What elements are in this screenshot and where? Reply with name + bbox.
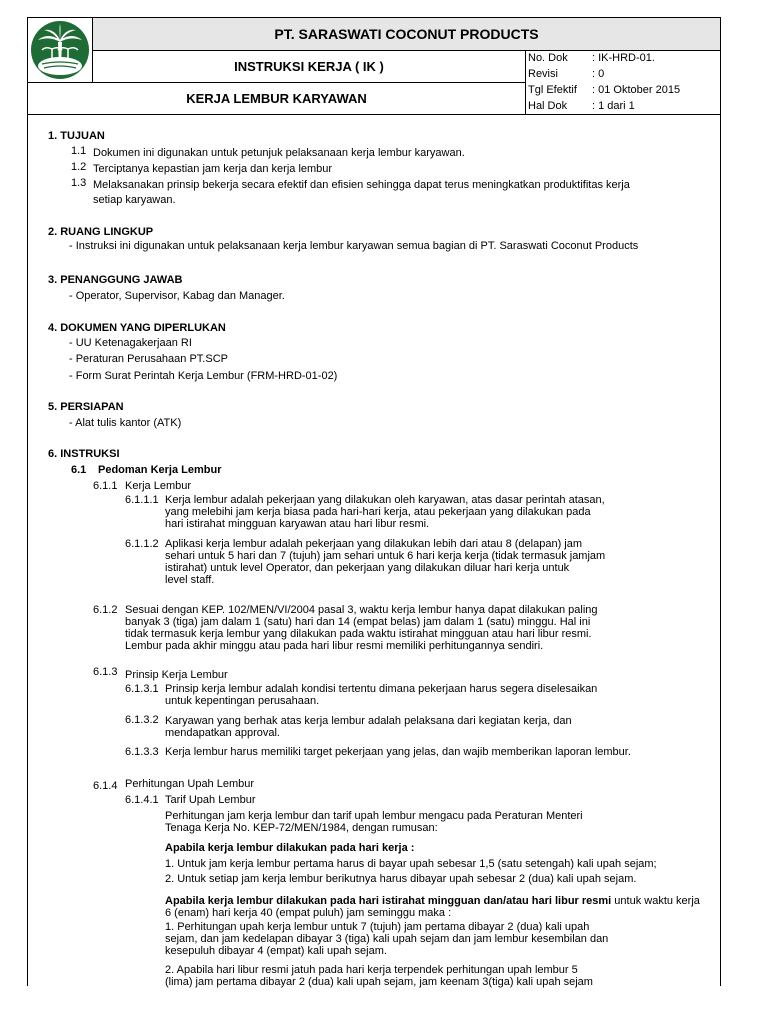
paragraph-line: Perhitungan jam kerja lembur dan tarif upah lembur mengacu pada Peraturan Menteri <box>165 810 583 822</box>
holiday-heading-rest: untuk waktu kerja <box>611 895 700 907</box>
meta-value: : IK-HRD-01. <box>592 52 655 64</box>
item-number: 6.1.3.2 <box>125 714 159 726</box>
section-heading: 2. RUANG LINGKUP <box>48 226 154 238</box>
item-number: 6.1.4 <box>93 780 118 792</box>
item-title: Prinsip Kerja Lembur <box>125 669 228 681</box>
meta-value: : 0 <box>592 68 605 80</box>
item-title: Tarif Upah Lembur <box>165 794 256 806</box>
paragraph-line: Kerja lembur harus memiliki target pekerjaan yang jelas, dan wajib memberikan laporan lembur. <box>165 746 631 758</box>
item-number: 6.1.1.1 <box>125 494 159 506</box>
paragraph-line: Kerja lembur adalah pekerjaan yang dilakukan oleh karyawan, atas dasar perintah atasan, <box>165 494 605 506</box>
ik-title: INSTRUKSI KERJA ( IK ) <box>93 51 526 83</box>
paragraph-line: yang melebihi jam kerja biasa pada hari-hari kerja, atau pekerjaan yang dilakukan pada <box>165 506 591 518</box>
item-number: 1.3 <box>71 177 87 189</box>
section-heading: 1. TUJUAN <box>48 130 105 142</box>
sub-title: Pedoman Kerja Lembur <box>98 464 222 476</box>
document-meta <box>526 51 720 114</box>
item-text: Melaksanakan prinsip bekerja secara efektif dan efisien sehingga dapat terus meningkatkan produktifitas kerja <box>93 179 630 191</box>
paragraph-line: Sesuai dengan KEP. 102/MEN/VI/2004 pasal 3, waktu kerja lembur hanya dapat dilakukan paling <box>125 604 598 616</box>
section-heading: 3. PENANGGUNG JAWAB <box>48 274 183 286</box>
item-title: Perhitungan Upah Lembur <box>125 778 255 790</box>
item-number: 6.1.3.1 <box>125 683 159 695</box>
meta-key: No. Dok <box>528 52 568 64</box>
paragraph-line: untuk kepentingan perusahaan. <box>165 695 320 707</box>
list-item: - Alat tulis kantor (ATK) <box>69 417 182 429</box>
paragraph-line: 1. Perhitungan upah kerja lembur untuk 7 (tujuh) jam pertama dibayar 2 (dua) kali upah <box>165 921 590 933</box>
paragraph-line: Prinsip kerja lembur adalah kondisi tertentu dimana pekerjaan harus segera diselesaikan <box>165 683 598 695</box>
list-item: - Form Surat Perintah Kerja Lembur (FRM-HRD-01-02) <box>69 370 338 382</box>
list-item: - Operator, Supervisor, Kabag dan Manager. <box>69 290 285 302</box>
paragraph-line: level staff. <box>165 574 215 586</box>
item-number: 6.1.3 <box>93 666 118 678</box>
holiday-heading-bold: Apabila kerja lembur dilakukan pada hari istirahat mingguan dan/atau hari libur resmi <box>165 895 612 907</box>
paragraph-line: Karyawan yang berhak atas kerja lembur adalah pelaksana dari kegiatan kerja, dan <box>165 715 572 727</box>
sub-number: 6.1 <box>71 464 87 476</box>
holiday-heading <box>165 895 700 907</box>
list-item: - Peraturan Perusahaan PT.SCP <box>69 353 228 365</box>
item-number: 6.1.1 <box>93 480 118 492</box>
section-heading: 4. DOKUMEN YANG DIPERLUKAN <box>48 322 226 334</box>
section-heading: 5. PERSIAPAN <box>48 401 124 413</box>
item-number: 6.1.3.3 <box>125 746 159 758</box>
item-text: setiap karyawan. <box>93 194 176 206</box>
paragraph-line: Lembur pada akhir minggu atau pada hari libur resmi memiliki perhitungannya sendiri. <box>125 640 544 652</box>
paragraph-line: Aplikasi kerja lembur adalah pekerjaan yang dilakukan lebih dari atau 8 (delapan) jam <box>165 538 583 550</box>
paragraph-line: istirahat) untuk level Operator, dan pekerjaan yang dilakukan diluar hari kerja untuk <box>165 562 570 574</box>
item-text: Terciptanya kepastian jam kerja dan kerja lembur <box>93 163 333 175</box>
logo-cell <box>28 18 93 83</box>
list-item: - Instruksi ini digunakan untuk pelaksanaan kerja lembur karyawan semua bagian di PT. Saraswati Coconut Products <box>69 240 639 252</box>
paragraph-line: 2. Apabila hari libur resmi jatuh pada hari kerja terpendek perhitungan upah lembur 5 <box>165 964 578 976</box>
item-number: 6.1.4.1 <box>125 794 159 806</box>
paragraph-line: kesepuluh dibayar 4 (empat) kali upah sejam. <box>165 945 387 957</box>
meta-key: Hal Dok <box>528 100 568 112</box>
item-number: 1.1 <box>71 145 87 157</box>
paragraph-line: tidak termasuk kerja lembur yang dilakukan pada waktu istirahat mingguan atau hari libur resmi. <box>125 628 592 640</box>
meta-value: : 01 Oktober 2015 <box>592 84 681 96</box>
paragraph-line: Tenaga Kerja No. KEP-72/MEN/1984, dengan rumusan: <box>165 822 438 834</box>
section-heading: 6. INSTRUKSI <box>48 448 120 460</box>
palm-tree-logo-icon <box>28 18 92 82</box>
paragraph-line: (lima) jam pertama dibayar 2 (dua) kali upah sejam, jam keenam 3(tiga) kali upah sejam <box>165 976 593 988</box>
paragraph-line: 6 (enam) hari kerja 40 (empat puluh) jam seminggu maka : <box>165 907 452 919</box>
item-number: 6.1.2 <box>93 604 118 616</box>
document-header <box>28 18 720 115</box>
company-name: PT. SARASWATI COCONUT PRODUCTS <box>93 18 720 51</box>
document-title: KERJA LEMBUR KARYAWAN <box>28 83 526 114</box>
item-number: 1.2 <box>71 161 87 173</box>
meta-key: Revisi <box>528 68 558 80</box>
paragraph-line: 1. Untuk jam kerja lembur pertama harus di bayar upah sebesar 1,5 (satu setengah) kali upah sejam; <box>165 858 657 870</box>
meta-value: : 1 dari 1 <box>592 100 635 112</box>
paragraph-line: 2. Untuk setiap jam kerja lembur berikutnya harus dibayar upah sebesar 2 (dua) kali upah sejam. <box>165 873 637 885</box>
paragraph-line: hari istirahat mingguan karyawan atau hari libur resmi. <box>165 518 430 530</box>
item-text: Dokumen ini digunakan untuk petunjuk pelaksanaan kerja lembur karyawan. <box>93 147 465 159</box>
paragraph-line: banyak 3 (tiga) jam dalam 1 (satu) hari dan 14 (empat belas) jam dalam 1 (satu) minggu. Hal ini <box>125 616 591 628</box>
meta-key: Tgl Efektif <box>528 84 577 96</box>
list-item: - UU Ketenagakerjaan RI <box>69 337 192 349</box>
paragraph-line: sejam, dan jam kedelapan dibayar 3 (tiga) kali upah sejam dan jam lembur kesembilan dan <box>165 933 609 945</box>
item-title: Kerja Lembur <box>125 480 192 492</box>
paragraph-line: mendapatkan approval. <box>165 727 280 739</box>
subheading: Apabila kerja lembur dilakukan pada hari kerja : <box>165 842 415 854</box>
paragraph-line: sehari untuk 5 hari dan 7 (tujuh) jam sehari untuk 6 hari kerja kerja (tidak termasuk jamjam <box>165 550 606 562</box>
item-number: 6.1.1.2 <box>125 538 159 550</box>
